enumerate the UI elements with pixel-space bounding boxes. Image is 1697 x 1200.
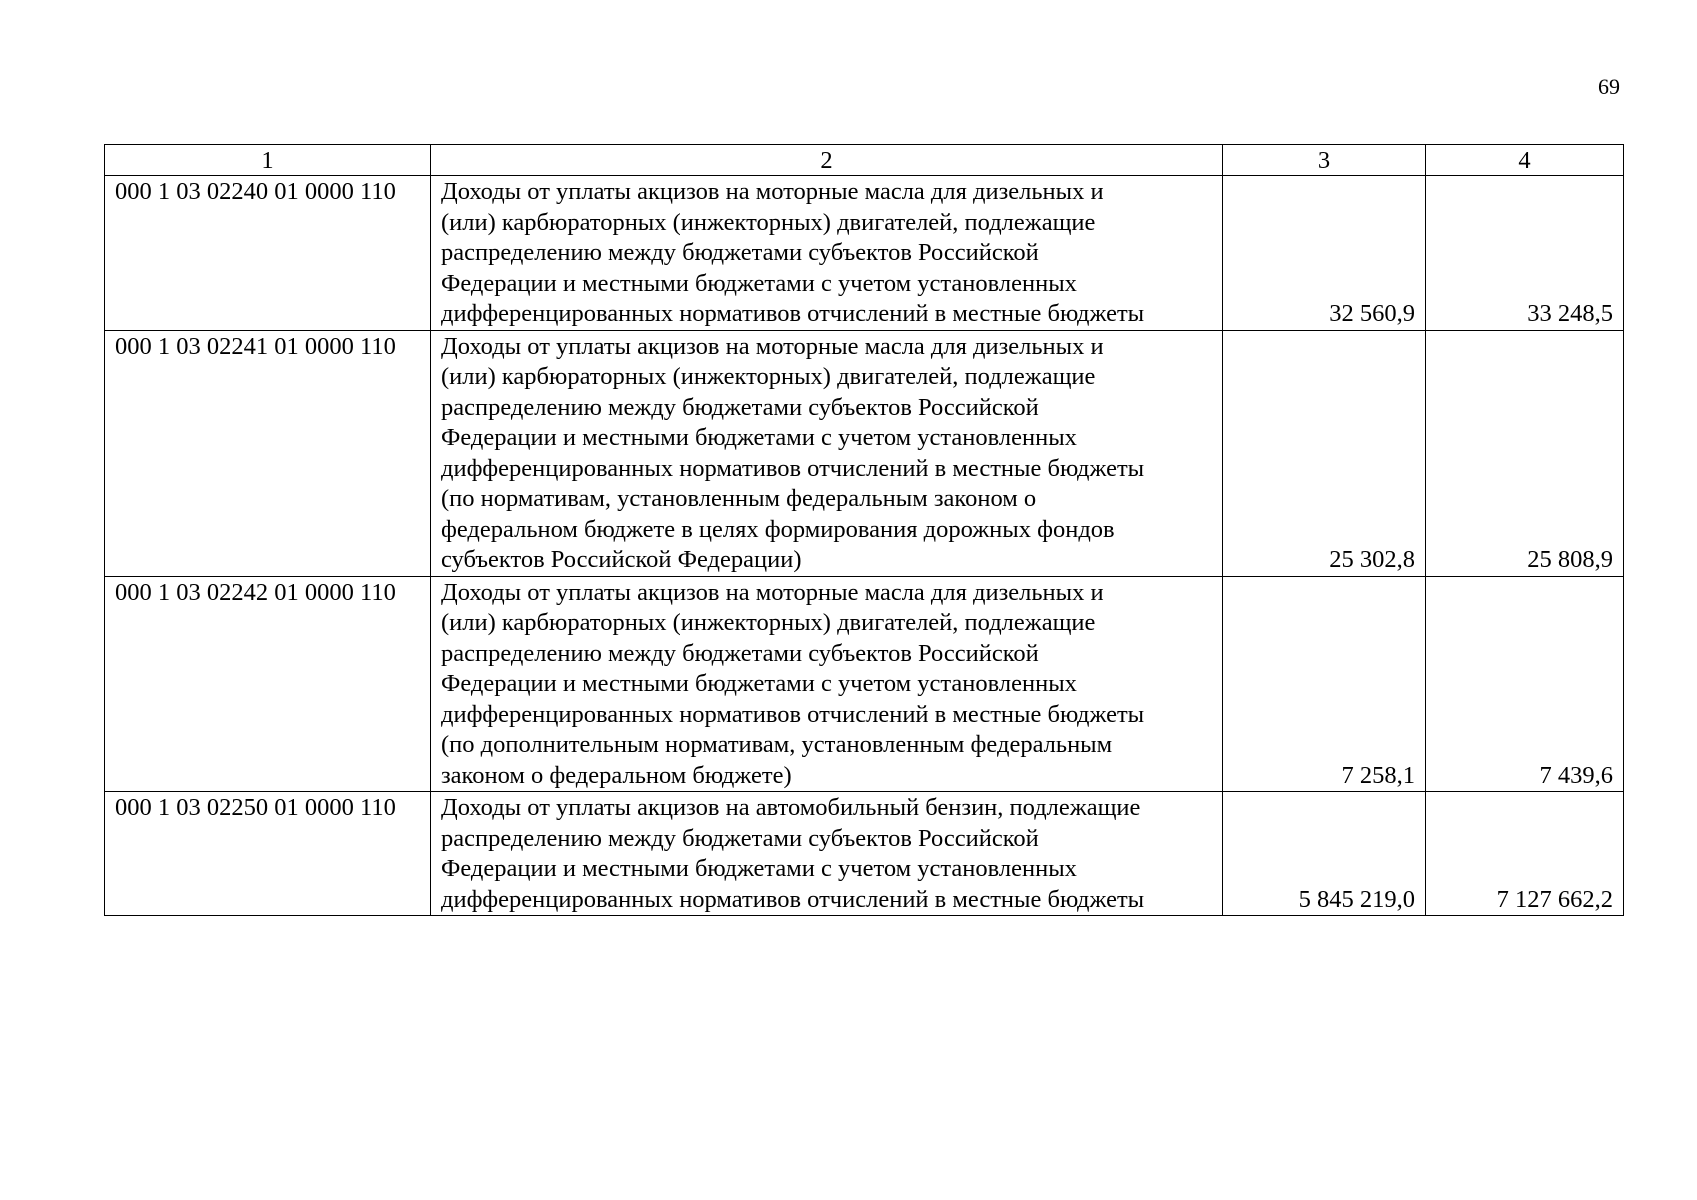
description-line: Федерации и местными бюджетами с учетом установленных — [441, 670, 1077, 697]
description-line: дифференцированных нормативов отчислений в местные бюджеты — [441, 300, 1145, 327]
column-header-1: 1 — [105, 145, 431, 176]
description-line: распределению между бюджетами субъектов Российской — [441, 393, 1039, 421]
table-row — [105, 576, 1624, 792]
column-header-3: 3 — [1223, 145, 1426, 176]
row-code: 000 1 03 02241 01 0000 110 — [105, 330, 431, 576]
row-code: 000 1 03 02242 01 0000 110 — [105, 576, 431, 792]
row-value-col4: 7 127 662,2 — [1426, 792, 1624, 916]
row-description — [431, 792, 1223, 916]
row-value-col3: 25 302,8 — [1223, 330, 1426, 576]
description-line: Доходы от уплаты акцизов на моторные масла для дизельных и — [441, 332, 1104, 360]
row-value-col4: 7 439,6 — [1426, 576, 1624, 792]
description-line: (или) карбюраторных (инжекторных) двигателей, подлежащие — [441, 208, 1096, 236]
description-line: дифференцированных нормативов отчислений в местные бюджеты — [441, 700, 1145, 728]
row-description — [431, 330, 1223, 576]
row-description — [431, 576, 1223, 792]
column-header-4: 4 — [1426, 145, 1624, 176]
row-value-col3: 32 560,9 — [1223, 176, 1426, 331]
row-value-col4: 33 248,5 — [1426, 176, 1624, 331]
row-value-col4: 25 808,9 — [1426, 330, 1624, 576]
row-value-col3: 5 845 219,0 — [1223, 792, 1426, 916]
row-value-col3: 7 258,1 — [1223, 576, 1426, 792]
page-number: 69 — [1598, 74, 1620, 99]
description-line: дифференцированных нормативов отчислений в местные бюджеты — [441, 454, 1145, 482]
description-line: Федерации и местными бюджетами с учетом установленных — [441, 855, 1077, 882]
budget-revenue-table — [104, 144, 1624, 916]
description-line: (по дополнительным нормативам, установленным федеральным — [441, 731, 1113, 758]
description-line: распределению между бюджетами субъектов Российской — [441, 824, 1039, 852]
row-description — [431, 176, 1223, 331]
description-line: (или) карбюраторных (инжекторных) двигателей, подлежащие — [441, 609, 1096, 636]
description-line: Доходы от уплаты акцизов на моторные масла для дизельных и — [441, 578, 1104, 606]
description-line: (или) карбюраторных (инжекторных) двигателей, подлежащие — [441, 363, 1096, 390]
row-code: 000 1 03 02250 01 0000 110 — [105, 792, 431, 916]
row-code: 000 1 03 02240 01 0000 110 — [105, 176, 431, 331]
description-line: (по нормативам, установленным федеральным законом о — [441, 485, 1037, 512]
description-line: Федерации и местными бюджетами с учетом установленных — [441, 269, 1077, 297]
description-line: дифференцированных нормативов отчислений в местные бюджеты — [441, 885, 1145, 913]
description-line: Доходы от уплаты акцизов на автомобильный бензин, подлежащие — [441, 794, 1141, 821]
table-row — [105, 176, 1624, 331]
table-row — [105, 792, 1624, 916]
table-row — [105, 330, 1624, 576]
description-line: Федерации и местными бюджетами с учетом установленных — [441, 424, 1077, 451]
description-line: распределению между бюджетами субъектов Российской — [441, 239, 1039, 266]
description-line: законом о федеральном бюджете) — [441, 761, 792, 789]
description-line: Доходы от уплаты акцизов на моторные масла для дизельных и — [441, 178, 1104, 205]
description-line: субъектов Российской Федерации) — [441, 546, 802, 573]
description-line: федеральном бюджете в целях формирования дорожных фондов — [441, 515, 1115, 543]
column-header-2: 2 — [431, 145, 1223, 176]
table-header-row — [105, 145, 1624, 176]
description-line: распределению между бюджетами субъектов Российской — [441, 639, 1039, 667]
